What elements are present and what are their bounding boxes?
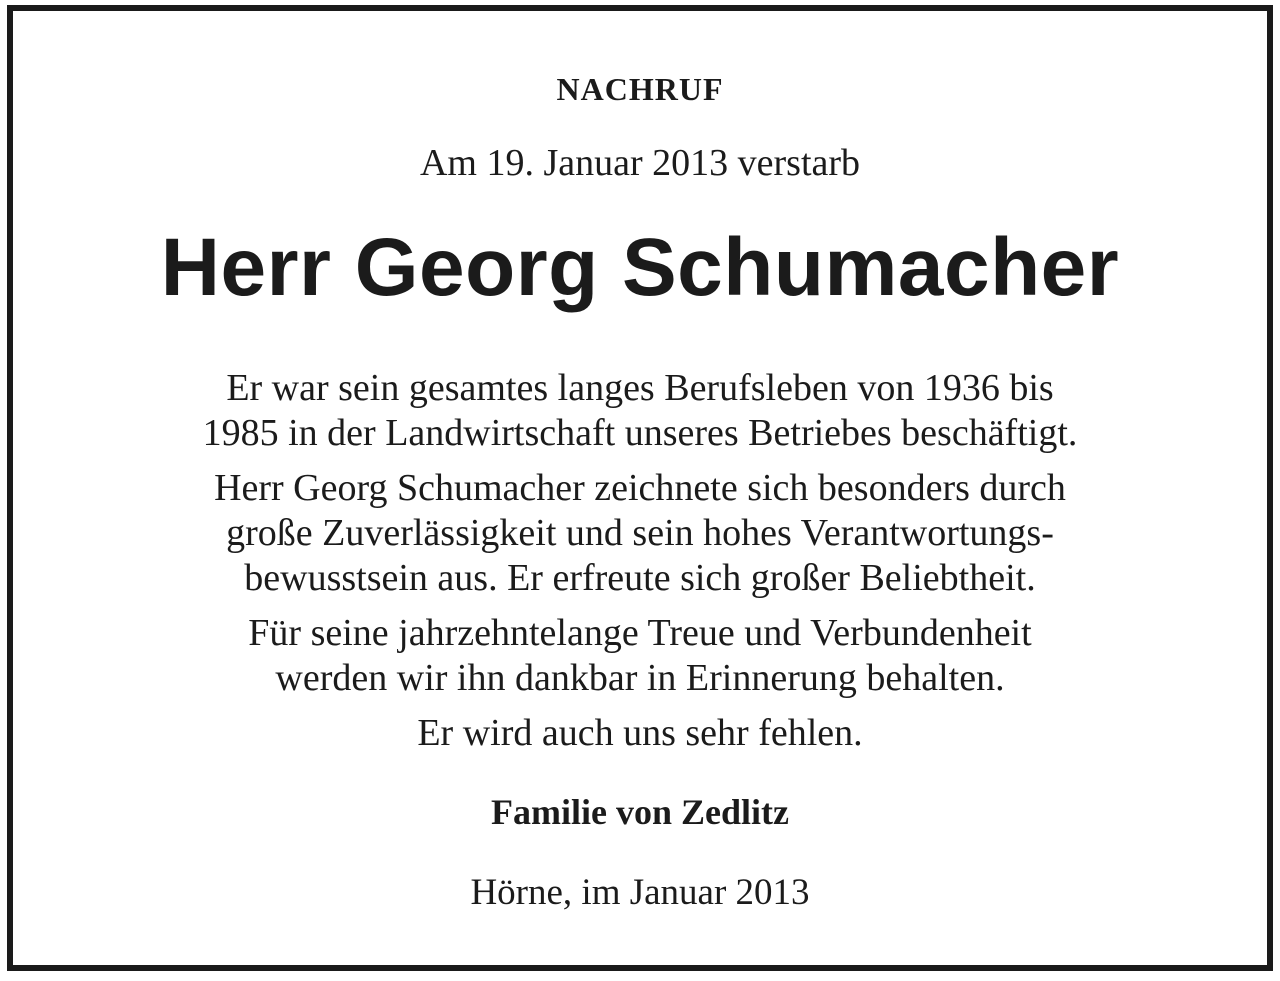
- death-date-line: Am 19. Januar 2013 verstarb: [419, 142, 861, 184]
- paragraph-2-line-2: große Zuverlässigkeit und sein hohes Verantwortungs-: [226, 512, 1054, 554]
- paragraph-2-line-3: bewusstsein aus. Er erfreute sich großer Beliebtheit.: [244, 557, 1036, 599]
- paragraph-3-line-2: werden wir ihn dankbar in Erinnerung behalten.: [275, 657, 1005, 699]
- notice-heading: NACHRUF: [556, 71, 724, 107]
- paragraph-3-line-1: Für seine jahrzehntelange Treue und Verbundenheit: [248, 612, 1032, 654]
- paragraph-1-line-1: Er war sein gesamtes langes Berufsleben von 1936 bis: [226, 367, 1054, 409]
- paragraph-2-line-1: Herr Georg Schumacher zeichnete sich besonders durch: [214, 467, 1066, 509]
- signature: Familie von Zedlitz: [491, 792, 789, 832]
- obituary-notice: [7, 5, 1273, 971]
- deceased-name: Herr Georg Schumacher: [160, 222, 1120, 313]
- paragraph-4: Er wird auch uns sehr fehlen.: [417, 712, 863, 754]
- paragraph-1-line-2: 1985 in der Landwirtschaft unseres Betriebes beschäftigt.: [202, 412, 1078, 454]
- place-date: Hörne, im Januar 2013: [470, 872, 810, 913]
